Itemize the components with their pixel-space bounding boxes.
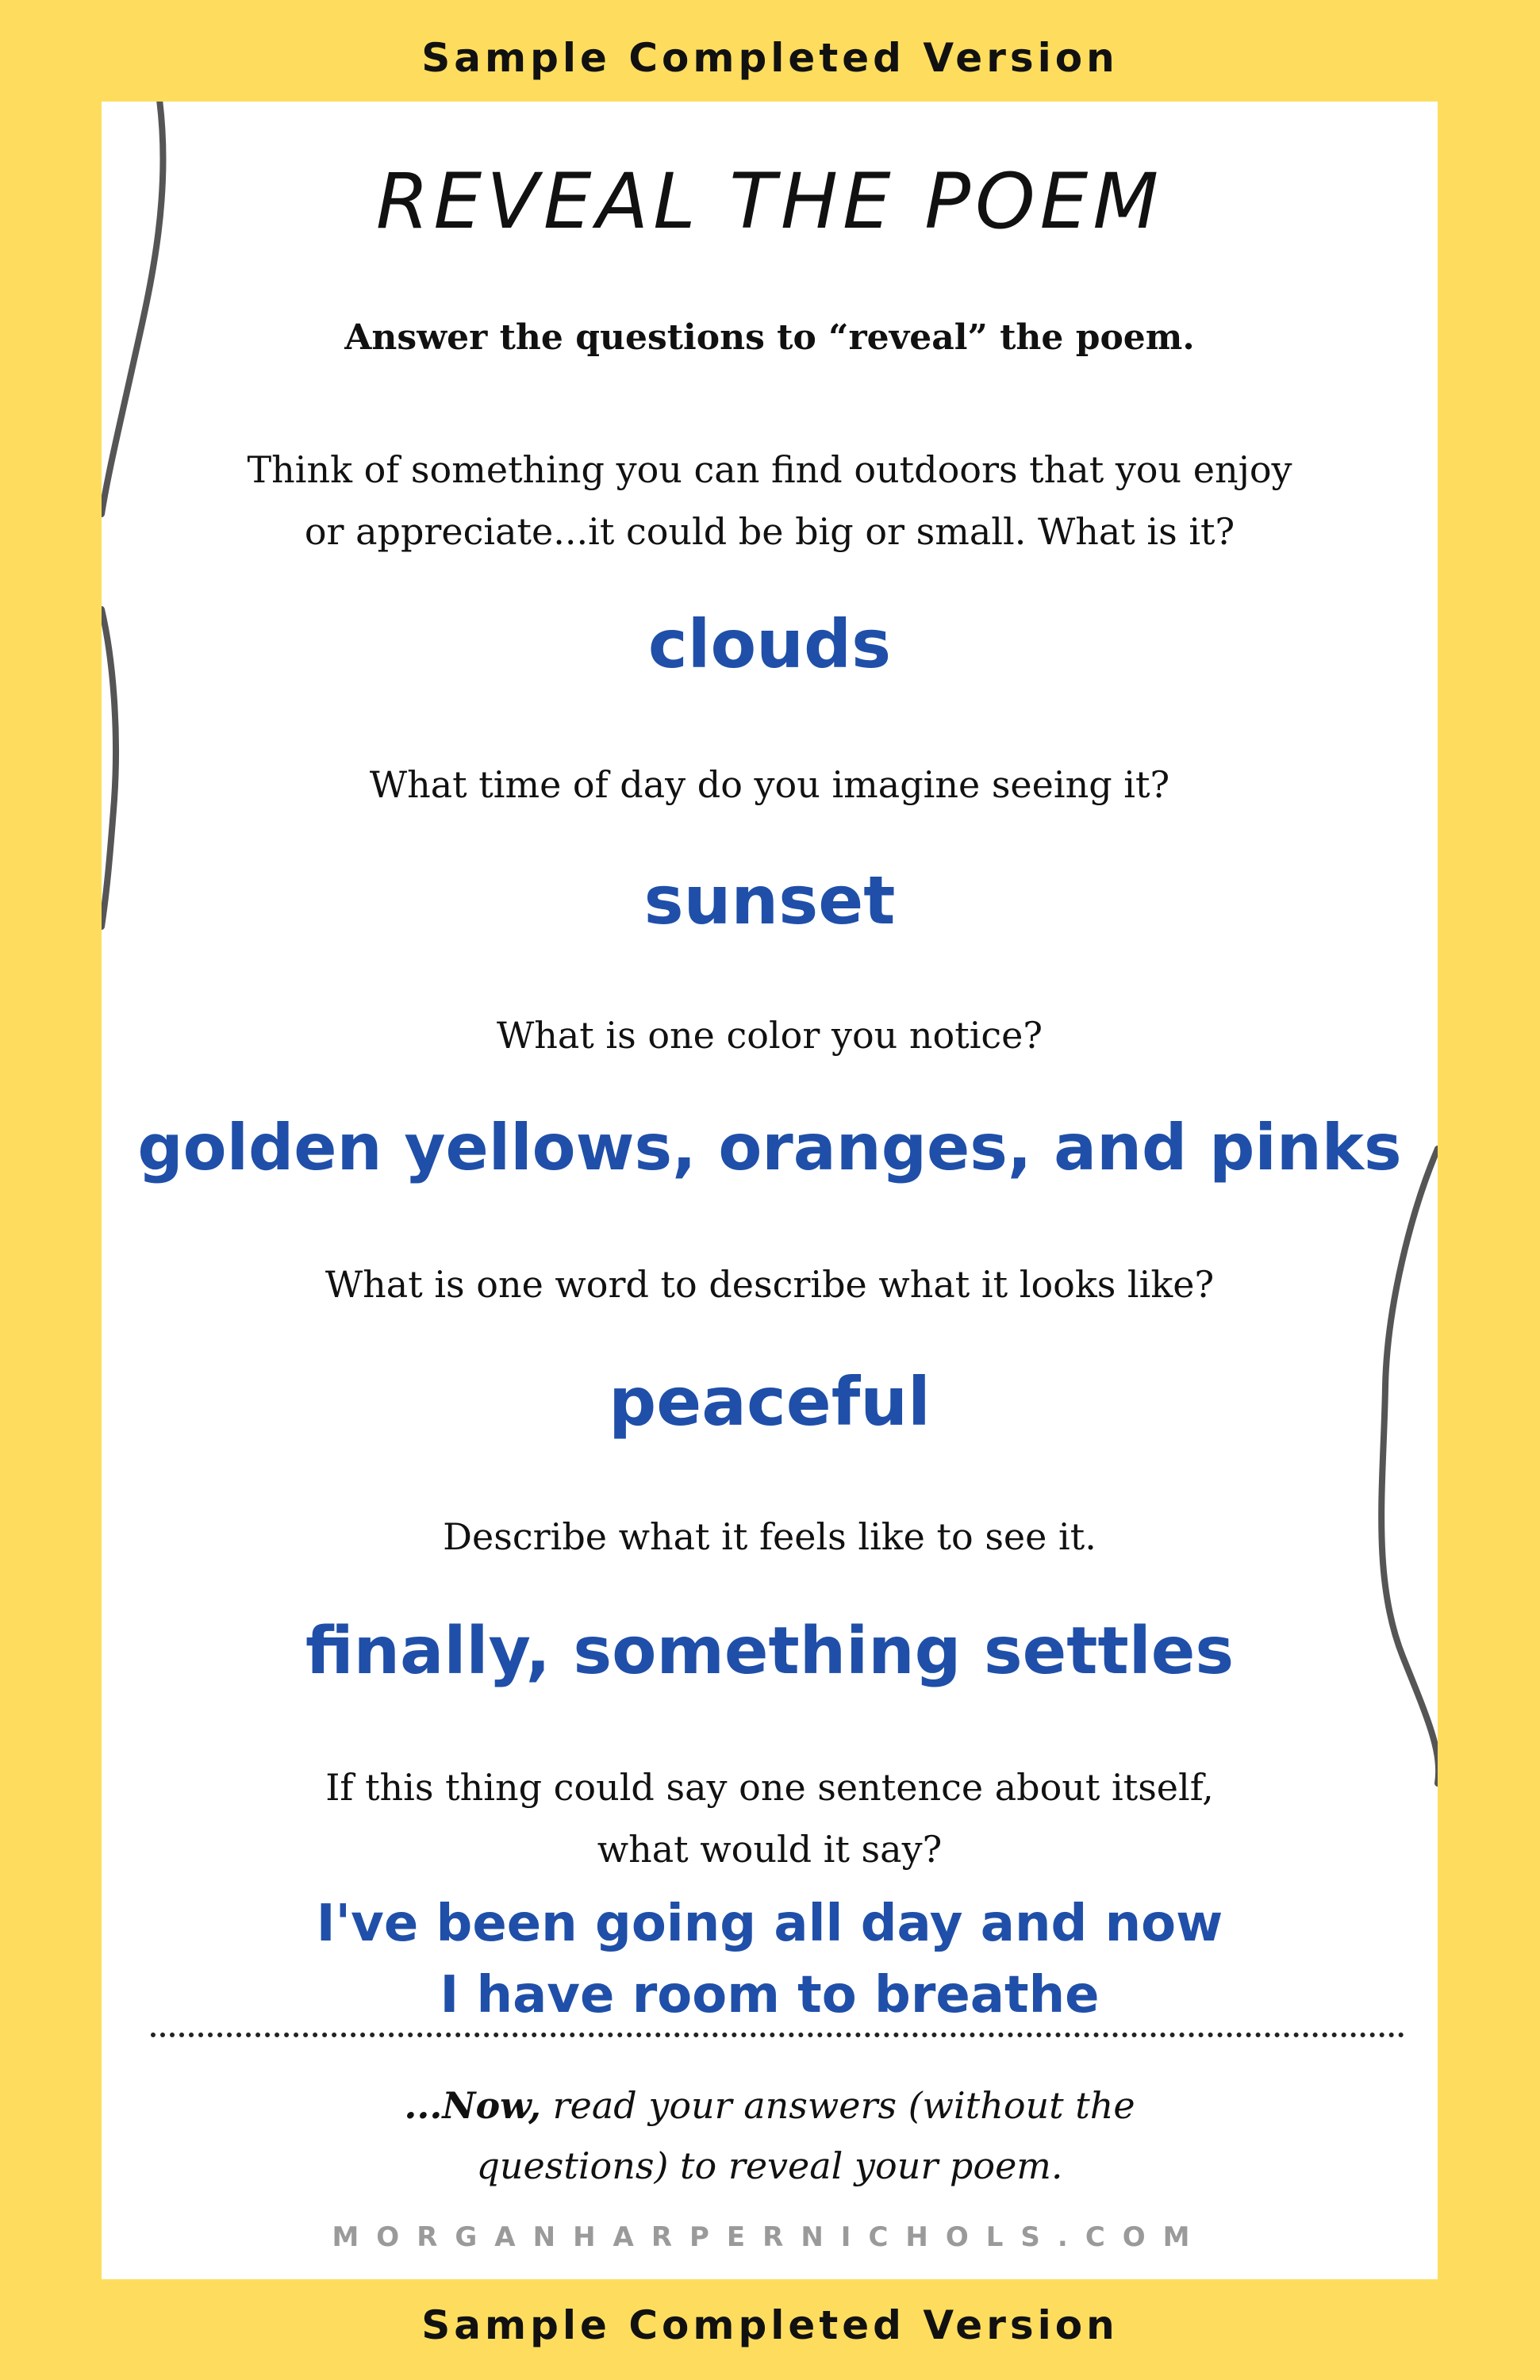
dotted-divider <box>151 2033 1404 2037</box>
question-line: Think of something you can find outdoors that you enjoy <box>247 448 1292 491</box>
question-line: What time of day do you imagine seeing it? <box>369 763 1170 806</box>
answer-1: clouds <box>647 605 892 683</box>
page-title: REVEAL THE POEM <box>375 157 1164 246</box>
closing-instruction <box>260 2075 1279 2196</box>
website-footer: MORGANHARPERNICHOLS.COM <box>332 2221 1208 2253</box>
bottom-banner-label: Sample Completed Version <box>421 2302 1119 2348</box>
answer-3: golden yellows, oranges, and pinks <box>137 1111 1402 1184</box>
closing-line-1 <box>260 2075 1279 2136</box>
question-line: what would it say? <box>597 1828 943 1871</box>
closing-lead: ...Now, <box>404 2084 541 2127</box>
question-5 <box>221 1506 1319 1568</box>
answer-line: I have room to breathe <box>440 1966 1100 2025</box>
top-banner-label: Sample Completed Version <box>421 35 1119 81</box>
question-3 <box>221 1004 1319 1066</box>
question-line: Describe what it feels like to see it. <box>443 1515 1096 1558</box>
question-line: or appreciate...it could be big or small. What is it? <box>304 510 1235 553</box>
closing-line-1-text: read your answers (without the <box>552 2084 1135 2127</box>
question-6 <box>221 1756 1319 1880</box>
answer-2: sunset <box>643 862 896 939</box>
question-line: What is one color you notice? <box>496 1014 1043 1057</box>
worksheet-card <box>102 102 1438 2279</box>
question-4 <box>221 1253 1319 1315</box>
question-line: What is one word to describe what it looks like? <box>325 1263 1215 1306</box>
answer-6 <box>102 1888 1438 2031</box>
answer-line: I've been going all day and now <box>316 1894 1223 1953</box>
closing-line-2: questions) to reveal your poem. <box>476 2144 1063 2187</box>
instruction-text: Answer the questions to “reveal” the poem. <box>344 317 1195 358</box>
answer-5: finally, something settles <box>305 1614 1235 1689</box>
question-2 <box>221 754 1319 816</box>
question-line: If this thing could say one sentence about itself, <box>325 1766 1214 1809</box>
answer-4: peaceful <box>609 1363 931 1441</box>
question-1 <box>221 439 1319 562</box>
